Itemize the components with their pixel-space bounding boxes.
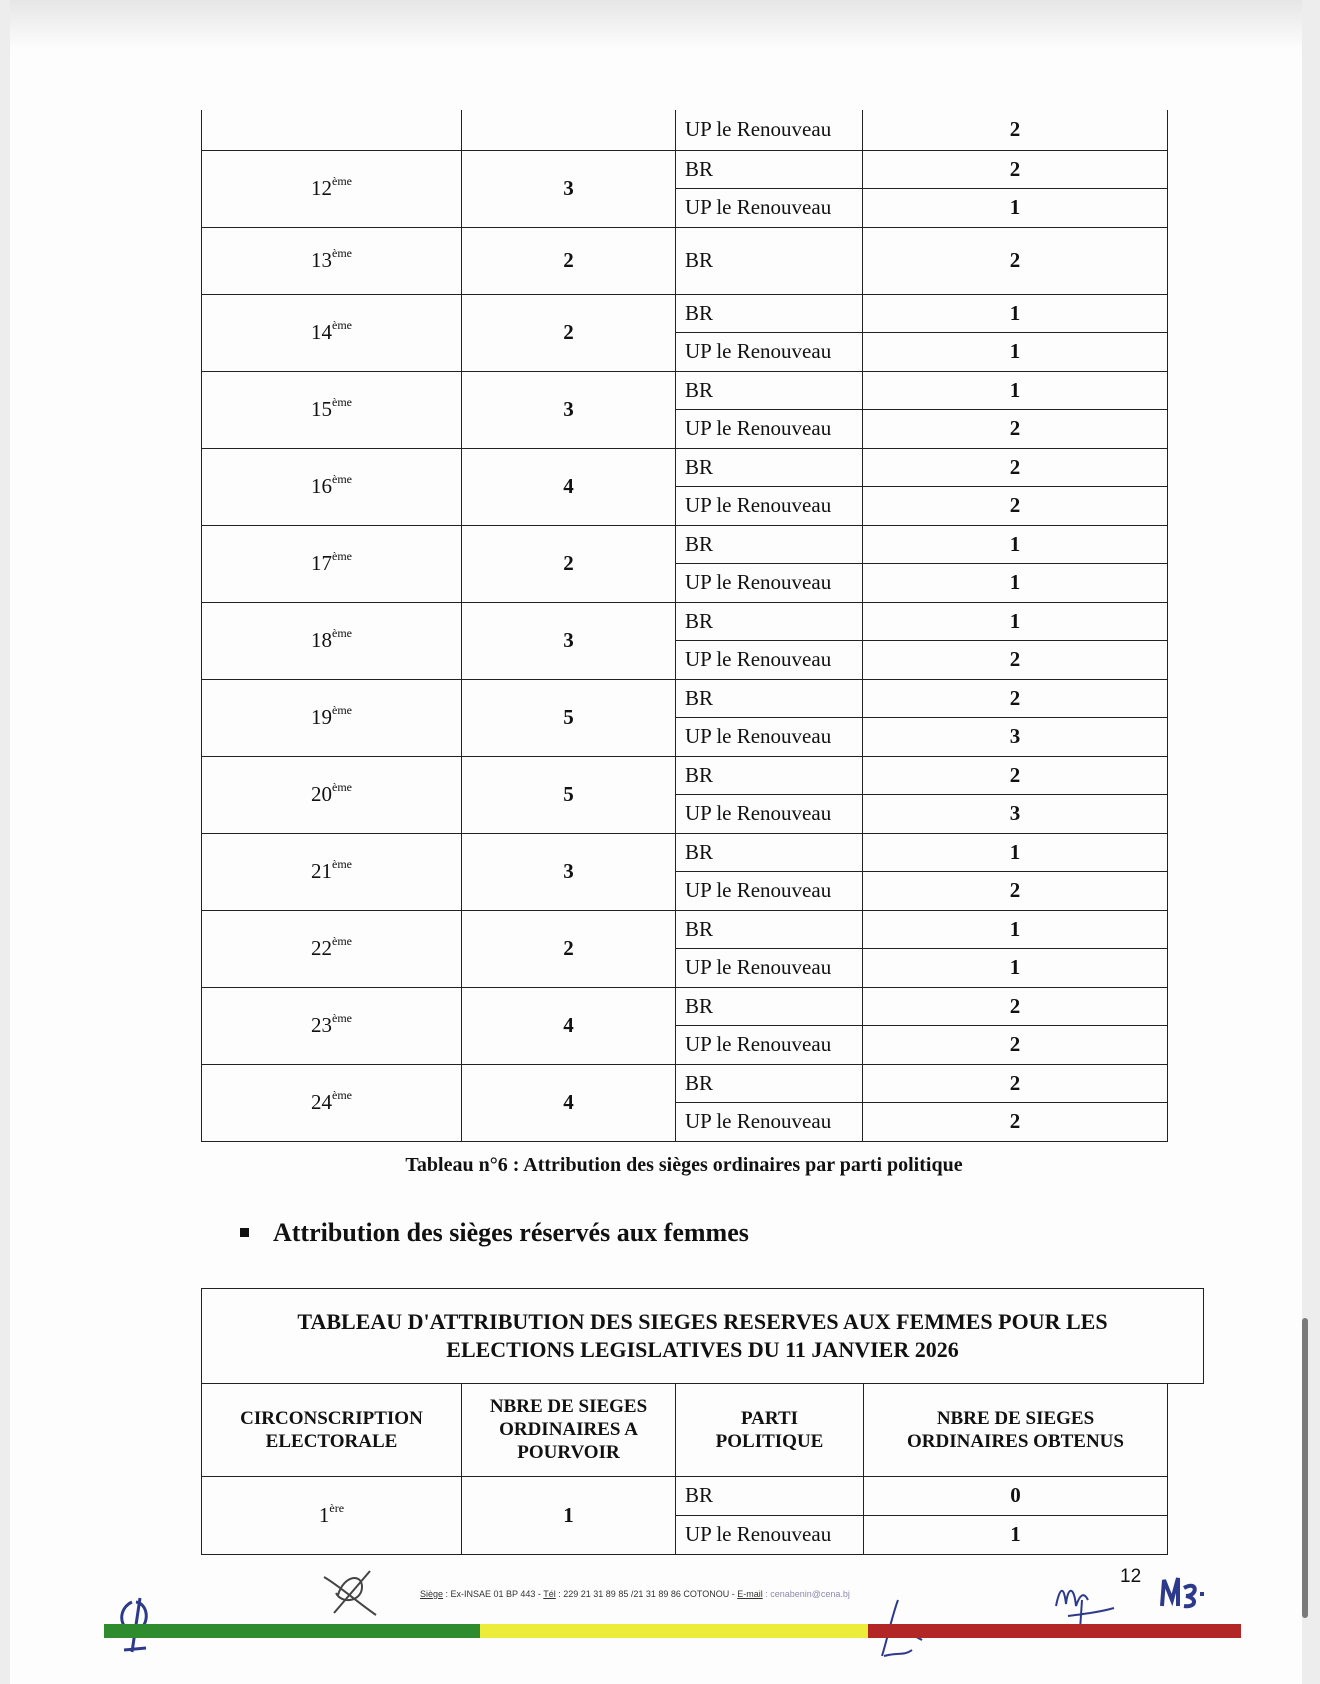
seats-obtained-cell: 2 — [863, 1026, 1168, 1065]
page-number: 12 — [1120, 1566, 1142, 1587]
footer-siege-label: Siège — [420, 1589, 444, 1599]
handwritten-initial-2 — [318, 1565, 388, 1620]
table-row — [202, 1064, 1168, 1103]
party-name-cell: UP le Renouveau — [676, 189, 863, 228]
women-seats-table-title — [201, 1288, 1204, 1384]
table-caption: Tableau n°6 : Attribution des sièges ordinaires par parti politique — [405, 1154, 963, 1176]
title-line-1: TABLEAU D'ATTRIBUTION DES SIEGES RESERVES AUX FEMMES POUR LES — [297, 1309, 1108, 1334]
circonscription-cell: 19ème — [202, 679, 462, 756]
circonscription-cell: 23ème — [202, 987, 462, 1064]
seats-obtained-cell: 2 — [863, 756, 1168, 795]
seats-obtained-cell: 1 — [863, 371, 1168, 410]
seats-obtained-cell: 1 — [863, 294, 1168, 333]
flag-band-green — [104, 1624, 480, 1638]
seats-obtained-cell: 2 — [863, 448, 1168, 487]
footer-address — [420, 1589, 850, 1599]
party-name-cell: BR — [676, 525, 863, 564]
party-name-cell: UP le Renouveau — [676, 333, 863, 372]
seats-obtained-cell: 2 — [863, 1103, 1168, 1142]
seats-to-fill-cell — [462, 110, 676, 150]
party-name-cell: BR — [676, 448, 863, 487]
circonscription-cell: 16ème — [202, 448, 462, 525]
seats-obtained-cell: 2 — [863, 487, 1168, 526]
party-name-cell: BR — [676, 602, 863, 641]
circonscription-cell: 12ème — [202, 150, 462, 227]
seats-obtained-cell: 2 — [863, 110, 1168, 150]
table-row — [202, 679, 1168, 718]
party-name-cell: UP le Renouveau — [676, 1026, 863, 1065]
table-row — [202, 910, 1168, 949]
page-top-shadow — [10, 0, 1302, 50]
party-name-cell: UP le Renouveau — [676, 872, 863, 911]
seats-obtained-cell: 1 — [863, 525, 1168, 564]
seats-to-fill-cell: 4 — [462, 448, 676, 525]
footer-siege-value: : Ex-INSAE 01 BP 443 - — [443, 1589, 544, 1599]
circonscription-cell: 17ème — [202, 525, 462, 602]
seats-to-fill-cell: 4 — [462, 987, 676, 1064]
seats-obtained-cell: 0 — [864, 1476, 1168, 1515]
circonscription-cell: 15ème — [202, 371, 462, 448]
vertical-scrollbar[interactable] — [1302, 1318, 1308, 1618]
party-name-cell: BR — [676, 833, 863, 872]
header-circonscription: CIRCONSCRIPTION ELECTORALE — [202, 1384, 462, 1476]
seats-obtained-cell: 1 — [863, 333, 1168, 372]
seats-obtained-cell: 1 — [863, 833, 1168, 872]
table-row — [202, 371, 1168, 410]
circonscription-cell: 21ème — [202, 833, 462, 910]
section-heading — [240, 1218, 749, 1248]
seats-obtained-cell: 2 — [863, 227, 1168, 294]
table-row — [202, 1476, 1168, 1515]
footer-email-value: : cenabenin@cena.bj — [762, 1589, 850, 1599]
party-name-cell: UP le Renouveau — [676, 795, 863, 834]
party-name-cell: BR — [676, 371, 863, 410]
handwritten-initial-5 — [1158, 1570, 1208, 1614]
table-row — [202, 525, 1168, 564]
seats-obtained-cell: 3 — [863, 795, 1168, 834]
footer-tel-value: : 229 21 31 89 85 /21 31 89 86 COTONOU - — [555, 1589, 738, 1599]
seats-obtained-cell: 2 — [863, 641, 1168, 680]
seats-by-party-table — [201, 110, 1168, 1142]
seats-to-fill-cell: 3 — [462, 833, 676, 910]
table-row — [202, 110, 1168, 150]
seats-to-fill-cell: 2 — [462, 910, 676, 987]
header-seats-obtained: NBRE DE SIEGES ORDINAIRES OBTENUS — [864, 1384, 1168, 1476]
party-name-cell: UP le Renouveau — [676, 487, 863, 526]
table-row — [202, 756, 1168, 795]
party-name-cell: UP le Renouveau — [676, 641, 863, 680]
seats-obtained-cell: 1 — [863, 949, 1168, 988]
footer-tel-label: Tél — [543, 1589, 556, 1599]
seats-to-fill-cell: 2 — [462, 227, 676, 294]
header-row — [202, 1384, 1168, 1476]
table-row — [202, 602, 1168, 641]
seats-obtained-cell: 1 — [863, 189, 1168, 228]
seats-obtained-cell: 2 — [863, 150, 1168, 189]
party-name-cell: UP le Renouveau — [676, 410, 863, 449]
flag-band-yellow — [480, 1624, 868, 1638]
seats-obtained-cell: 3 — [863, 718, 1168, 757]
bullet-icon — [240, 1228, 249, 1237]
circonscription-cell: 20ème — [202, 756, 462, 833]
seats-to-fill-cell: 1 — [462, 1476, 676, 1554]
party-name-cell: UP le Renouveau — [676, 564, 863, 603]
party-name-cell: BR — [676, 227, 863, 294]
title-line-2: ELECTIONS LEGISLATIVES DU 11 JANVIER 2026 — [446, 1337, 959, 1362]
party-name-cell: BR — [676, 150, 863, 189]
seats-to-fill-cell: 2 — [462, 294, 676, 371]
party-name-cell: UP le Renouveau — [676, 949, 863, 988]
seats-to-fill-cell: 5 — [462, 679, 676, 756]
party-name-cell: UP le Renouveau — [676, 110, 863, 150]
seats-obtained-cell: 1 — [864, 1515, 1168, 1554]
seats-obtained-cell: 2 — [863, 410, 1168, 449]
seats-obtained-cell: 2 — [863, 1064, 1168, 1103]
party-name-cell: BR — [676, 1064, 863, 1103]
seats-to-fill-cell: 3 — [462, 602, 676, 679]
table-row — [202, 294, 1168, 333]
party-name-cell: UP le Renouveau — [676, 1515, 864, 1554]
seats-obtained-cell: 2 — [863, 987, 1168, 1026]
party-name-cell: UP le Renouveau — [676, 1103, 863, 1142]
seats-obtained-cell: 2 — [863, 679, 1168, 718]
footer-email-label: E-mail — [737, 1589, 763, 1599]
seats-obtained-cell: 1 — [863, 602, 1168, 641]
seats-obtained-cell: 1 — [863, 564, 1168, 603]
seats-to-fill-cell: 3 — [462, 371, 676, 448]
header-seats-to-fill: NBRE DE SIEGES ORDINAIRES A POURVOIR — [462, 1384, 676, 1476]
party-name-cell: BR — [676, 756, 863, 795]
party-name-cell: BR — [676, 679, 863, 718]
party-name-cell: UP le Renouveau — [676, 718, 863, 757]
circonscription-cell: 13ème — [202, 227, 462, 294]
party-name-cell: BR — [676, 987, 863, 1026]
circonscription-cell: 24ème — [202, 1064, 462, 1141]
circonscription-cell: 1ère — [202, 1476, 462, 1554]
seats-obtained-cell: 1 — [863, 910, 1168, 949]
table-row — [202, 833, 1168, 872]
table-row — [202, 150, 1168, 189]
table-row — [202, 448, 1168, 487]
party-name-cell: BR — [676, 294, 863, 333]
seats-to-fill-cell: 5 — [462, 756, 676, 833]
party-name-cell: BR — [676, 910, 863, 949]
circonscription-cell: 22ème — [202, 910, 462, 987]
section-heading-text: Attribution des sièges réservés aux femmes — [273, 1218, 749, 1247]
flag-band-red — [868, 1624, 1241, 1638]
party-name-cell: BR — [676, 1476, 864, 1515]
seats-to-fill-cell: 3 — [462, 150, 676, 227]
seats-to-fill-cell: 2 — [462, 525, 676, 602]
header-party: PARTI POLITIQUE — [676, 1384, 864, 1476]
table-row — [202, 227, 1168, 294]
women-seats-table — [201, 1384, 1168, 1555]
seats-obtained-cell: 2 — [863, 872, 1168, 911]
circonscription-cell: 14ème — [202, 294, 462, 371]
circonscription-cell: 18ème — [202, 602, 462, 679]
circonscription-cell — [202, 110, 462, 150]
table-row — [202, 987, 1168, 1026]
seats-to-fill-cell: 4 — [462, 1064, 676, 1141]
